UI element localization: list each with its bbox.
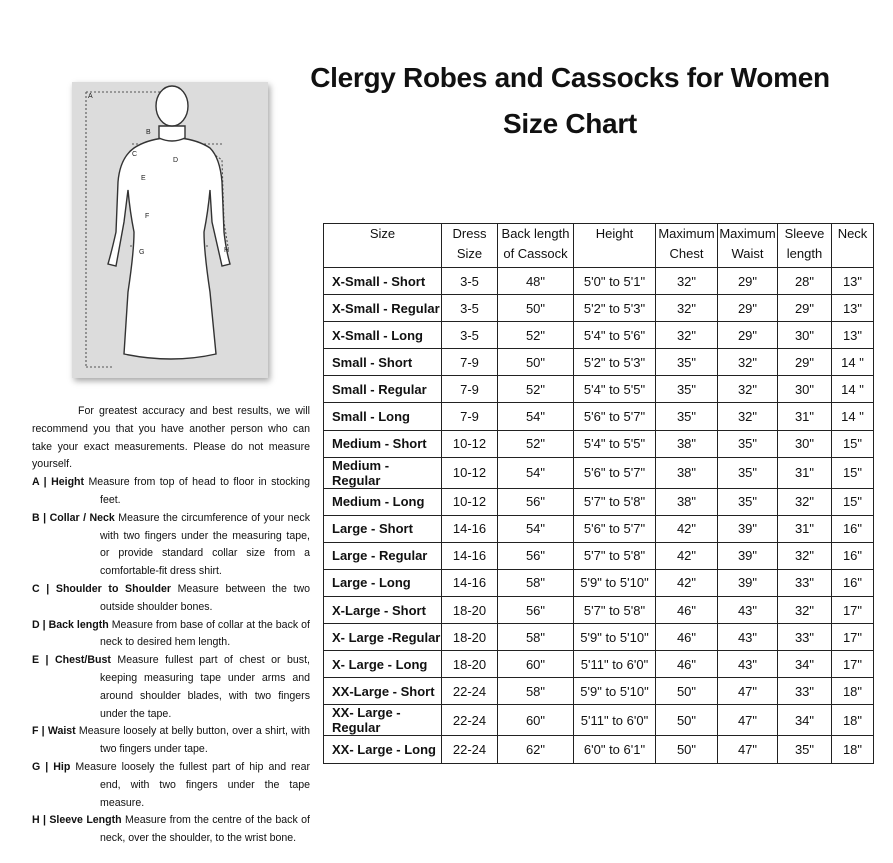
table-cell: 35" xyxy=(656,376,718,403)
table-row xyxy=(324,515,874,542)
table-cell: 32" xyxy=(718,349,778,376)
table-cell: 5'6" to 5'7" xyxy=(574,403,656,430)
measure-item xyxy=(32,581,310,617)
column-header-line: Maximum xyxy=(658,226,715,241)
column-header-line: Maximum xyxy=(719,226,776,241)
table-row xyxy=(324,569,874,596)
table-cell: 52" xyxy=(498,376,574,403)
table-cell: 16" xyxy=(832,569,874,596)
table-cell: 22-24 xyxy=(442,705,498,736)
table-cell: 14-16 xyxy=(442,515,498,542)
table-row xyxy=(324,488,874,515)
table-cell: 5'6" to 5'7" xyxy=(574,457,656,488)
table-cell: 5'11" to 6'0" xyxy=(574,705,656,736)
table-cell: 54" xyxy=(498,457,574,488)
table-cell: 31" xyxy=(778,403,832,430)
measure-item-text: Measure from the centre of the back of neck, over the shoulder, to the wrist bone. xyxy=(100,814,310,845)
table-cell: 30" xyxy=(778,376,832,403)
marker-d: D xyxy=(173,157,179,164)
marker-e: E xyxy=(141,175,146,182)
table-cell: 42" xyxy=(656,515,718,542)
table-cell: 5'9" to 5'10" xyxy=(574,678,656,705)
table-cell: 10-12 xyxy=(442,457,498,488)
table-cell: 3-5 xyxy=(442,322,498,349)
table-cell: 29" xyxy=(718,295,778,322)
table-cell: 52" xyxy=(498,322,574,349)
table-cell: 31" xyxy=(778,457,832,488)
measure-item xyxy=(32,652,310,723)
measure-item-text: Measure from top of head to floor in stocking feet. xyxy=(84,476,310,506)
table-cell: 47" xyxy=(718,705,778,736)
table-cell: 7-9 xyxy=(442,403,498,430)
table-cell: 14 " xyxy=(832,403,874,430)
table-cell: 62" xyxy=(498,736,574,763)
table-cell: 5'6" to 5'7" xyxy=(574,515,656,542)
measure-item-label: G | Hip xyxy=(32,760,71,773)
table-cell: 30" xyxy=(778,430,832,457)
table-cell: 18" xyxy=(832,705,874,736)
table-cell: 16" xyxy=(832,515,874,542)
column-header-line: Size xyxy=(369,226,396,241)
table-cell: 43" xyxy=(718,597,778,624)
table-cell: 18" xyxy=(832,678,874,705)
table-cell: 35" xyxy=(656,349,718,376)
table-row xyxy=(324,736,874,763)
table-cell: 54" xyxy=(498,403,574,430)
table-row xyxy=(324,624,874,651)
table-cell: 18-20 xyxy=(442,651,498,678)
table-cell: 13" xyxy=(832,295,874,322)
size-name-cell: X- Large -Regular xyxy=(324,624,442,651)
table-cell: 22-24 xyxy=(442,736,498,763)
table-cell: 43" xyxy=(718,651,778,678)
table-row xyxy=(324,376,874,403)
table-cell: 29" xyxy=(778,295,832,322)
table-cell: 32" xyxy=(718,403,778,430)
table-row xyxy=(324,322,874,349)
table-row xyxy=(324,678,874,705)
table-cell: 60" xyxy=(498,651,574,678)
table-cell: 38" xyxy=(656,430,718,457)
table-row xyxy=(324,430,874,457)
table-cell: 35" xyxy=(718,457,778,488)
table-cell: 7-9 xyxy=(442,376,498,403)
measure-item xyxy=(32,617,310,653)
marker-b: B xyxy=(146,129,151,136)
intro-text: For greatest accuracy and best results, we will recommend you that you have another person who can take your exact measurements. Please do not measure yourself. xyxy=(32,405,310,471)
column-header xyxy=(324,224,442,268)
table-row xyxy=(324,542,874,569)
table-cell: 58" xyxy=(498,624,574,651)
table-cell: 5'4" to 5'5" xyxy=(574,376,656,403)
table-row xyxy=(324,295,874,322)
measure-item-text: Measure from base of collar at the back of neck to desired hem length. xyxy=(100,618,311,649)
table-cell: 32" xyxy=(656,295,718,322)
column-header xyxy=(442,224,498,268)
table-cell: 15" xyxy=(832,457,874,488)
table-cell: 50" xyxy=(656,678,718,705)
table-cell: 33" xyxy=(778,569,832,596)
table-cell: 35" xyxy=(718,488,778,515)
table-cell: 5'7" to 5'8" xyxy=(574,597,656,624)
table-cell: 35" xyxy=(778,736,832,763)
table-cell: 32" xyxy=(778,488,832,515)
table-cell: 5'0" to 5'1" xyxy=(574,268,656,295)
column-header xyxy=(574,224,656,268)
table-cell: 50" xyxy=(498,349,574,376)
table-cell: 7-9 xyxy=(442,349,498,376)
measure-item-label: F | Waist xyxy=(32,725,76,738)
size-name-cell: XX-Large - Short xyxy=(324,678,442,705)
table-cell: 5'7" to 5'8" xyxy=(574,542,656,569)
table-cell: 22-24 xyxy=(442,678,498,705)
table-row xyxy=(324,705,874,736)
table-cell: 43" xyxy=(718,624,778,651)
table-cell: 18-20 xyxy=(442,597,498,624)
column-header-line: Chest xyxy=(669,246,704,261)
table-cell: 10-12 xyxy=(442,488,498,515)
measure-item xyxy=(32,510,310,581)
measure-item-label: H | Sleeve Length xyxy=(32,814,122,827)
measure-item-label: E | Chest/Bust xyxy=(32,654,111,667)
table-cell: 42" xyxy=(656,569,718,596)
measure-item-label: C | Shoulder to Shoulder xyxy=(32,582,171,595)
table-cell: 3-5 xyxy=(442,295,498,322)
column-header xyxy=(498,224,574,268)
table-cell: 14-16 xyxy=(442,542,498,569)
marker-h: H xyxy=(224,247,230,254)
table-cell: 39" xyxy=(718,542,778,569)
table-cell: 5'7" to 5'8" xyxy=(574,488,656,515)
marker-a: A xyxy=(88,93,93,100)
column-header xyxy=(778,224,832,268)
table-cell: 17" xyxy=(832,651,874,678)
table-cell: 46" xyxy=(656,597,718,624)
table-cell: 14 " xyxy=(832,376,874,403)
table-cell: 3-5 xyxy=(442,268,498,295)
column-header-line: Sleeve xyxy=(784,226,825,241)
size-name-cell: Small - Long xyxy=(324,403,442,430)
table-cell: 38" xyxy=(656,457,718,488)
table-cell: 48" xyxy=(498,268,574,295)
table-cell: 18-20 xyxy=(442,624,498,651)
size-name-cell: Large - Regular xyxy=(324,542,442,569)
page-title: Clergy Robes and Cassocks for Women xyxy=(310,62,830,93)
table-cell: 18" xyxy=(832,736,874,763)
table-cell: 10-12 xyxy=(442,430,498,457)
size-name-cell: Small - Short xyxy=(324,349,442,376)
table-cell: 50" xyxy=(656,705,718,736)
size-name-cell: Medium - Long xyxy=(324,488,442,515)
table-cell: 32" xyxy=(778,597,832,624)
table-cell: 46" xyxy=(656,624,718,651)
table-cell: 6'0" to 6'1" xyxy=(574,736,656,763)
size-name-cell: X-Small - Short xyxy=(324,268,442,295)
size-chart-table xyxy=(323,223,874,764)
table-cell: 15" xyxy=(832,430,874,457)
table-cell: 56" xyxy=(498,597,574,624)
table-cell: 47" xyxy=(718,678,778,705)
table-cell: 32" xyxy=(718,376,778,403)
table-cell: 34" xyxy=(778,705,832,736)
marker-g: G xyxy=(139,249,145,256)
table-cell: 31" xyxy=(778,515,832,542)
table-row xyxy=(324,403,874,430)
size-name-cell: Medium - Regular xyxy=(324,457,442,488)
table-row xyxy=(324,651,874,678)
table-cell: 5'4" to 5'6" xyxy=(574,322,656,349)
table-cell: 39" xyxy=(718,515,778,542)
table-cell: 56" xyxy=(498,488,574,515)
table-row xyxy=(324,597,874,624)
size-name-cell: X- Large - Long xyxy=(324,651,442,678)
column-header-line: Dress xyxy=(452,226,487,241)
size-name-cell: X-Large - Short xyxy=(324,597,442,624)
table-cell: 33" xyxy=(778,624,832,651)
table-cell: 16" xyxy=(832,542,874,569)
table-cell: 5'2" to 5'3" xyxy=(574,295,656,322)
table-cell: 15" xyxy=(832,488,874,515)
table-cell: 5'11" to 6'0" xyxy=(574,651,656,678)
column-header-line: Neck xyxy=(837,226,868,241)
table-row xyxy=(324,457,874,488)
marker-f: F xyxy=(145,213,150,220)
table-cell: 5'2" to 5'3" xyxy=(574,349,656,376)
table-cell: 32" xyxy=(656,268,718,295)
measurement-figure xyxy=(72,82,268,378)
table-cell: 30" xyxy=(778,322,832,349)
size-name-cell: Medium - Short xyxy=(324,430,442,457)
table-cell: 58" xyxy=(498,678,574,705)
table-cell: 32" xyxy=(656,322,718,349)
table-cell: 46" xyxy=(656,651,718,678)
size-name-cell: XX- Large -Regular xyxy=(324,705,442,736)
table-cell: 35" xyxy=(718,430,778,457)
column-header-line: Back length xyxy=(501,226,570,241)
measure-item-label: D | Back length xyxy=(32,618,109,631)
table-cell: 50" xyxy=(498,295,574,322)
measure-item-text: Measure the circumference of your neck with two fingers under the measuring tape, or provide standard collar size from a comfortable-fit dress shirt. xyxy=(100,511,310,578)
table-cell: 13" xyxy=(832,322,874,349)
size-name-cell: X-Small - Regular xyxy=(324,295,442,322)
table-row xyxy=(324,349,874,376)
table-cell: 33" xyxy=(778,678,832,705)
size-name-cell: Large - Long xyxy=(324,569,442,596)
table-header-row xyxy=(324,224,874,268)
table-cell: 14 " xyxy=(832,349,874,376)
table-cell: 34" xyxy=(778,651,832,678)
table-cell: 5'4" to 5'5" xyxy=(574,430,656,457)
column-header xyxy=(656,224,718,268)
table-cell: 32" xyxy=(778,542,832,569)
table-cell: 60" xyxy=(498,705,574,736)
size-name-cell: Small - Regular xyxy=(324,376,442,403)
measure-item-label: A | Height xyxy=(32,476,85,489)
column-header-line: Size xyxy=(456,246,483,261)
table-cell: 28" xyxy=(778,268,832,295)
table-cell: 35" xyxy=(656,403,718,430)
measure-item xyxy=(32,759,310,812)
table-cell: 29" xyxy=(778,349,832,376)
table-cell: 5'9" to 5'10" xyxy=(574,624,656,651)
measure-item-text: Measure loosely at belly button, over a shirt, with two fingers under tape. xyxy=(75,725,311,756)
table-cell: 5'9" to 5'10" xyxy=(574,569,656,596)
table-cell: 54" xyxy=(498,515,574,542)
measure-item-text: Measure fullest part of chest or bust, keeping measuring tape under arms and around shoulder blades, with two fingers under the tape. xyxy=(100,654,310,720)
measure-item xyxy=(32,474,310,510)
table-cell: 38" xyxy=(656,488,718,515)
column-header-line: Height xyxy=(595,226,634,241)
column-header-line: of Cassock xyxy=(503,246,568,261)
table-cell: 50" xyxy=(656,736,718,763)
table-cell: 39" xyxy=(718,569,778,596)
column-header xyxy=(718,224,778,268)
table-cell: 17" xyxy=(832,597,874,624)
table-cell: 56" xyxy=(498,542,574,569)
table-cell: 14-16 xyxy=(442,569,498,596)
table-cell: 17" xyxy=(832,624,874,651)
table-cell: 52" xyxy=(498,430,574,457)
table-cell: 13" xyxy=(832,268,874,295)
table-cell: 42" xyxy=(656,542,718,569)
table-cell: 47" xyxy=(718,736,778,763)
size-name-cell: Large - Short xyxy=(324,515,442,542)
table-cell: 29" xyxy=(718,268,778,295)
size-name-cell: XX- Large - Long xyxy=(324,736,442,763)
measure-item xyxy=(32,812,310,848)
measure-item-label: B | Collar / Neck xyxy=(32,511,115,524)
column-header-line: length xyxy=(786,246,823,261)
marker-c: C xyxy=(132,151,138,158)
page-subtitle: Size Chart xyxy=(503,108,637,139)
column-header xyxy=(832,224,874,268)
table-row xyxy=(324,268,874,295)
size-name-cell: X-Small - Long xyxy=(324,322,442,349)
measure-item-text: Measure loosely the fullest part of hip and rear end, with two fingers under the tape measure. xyxy=(70,760,310,809)
cassock-diagram xyxy=(72,82,268,378)
measure-item-text: Measure between the two outside shoulder bones. xyxy=(100,582,310,613)
column-header-line: Waist xyxy=(731,246,764,261)
table-cell: 58" xyxy=(498,569,574,596)
measurement-notes xyxy=(32,403,310,848)
table-cell: 29" xyxy=(718,322,778,349)
measure-item xyxy=(32,723,310,759)
